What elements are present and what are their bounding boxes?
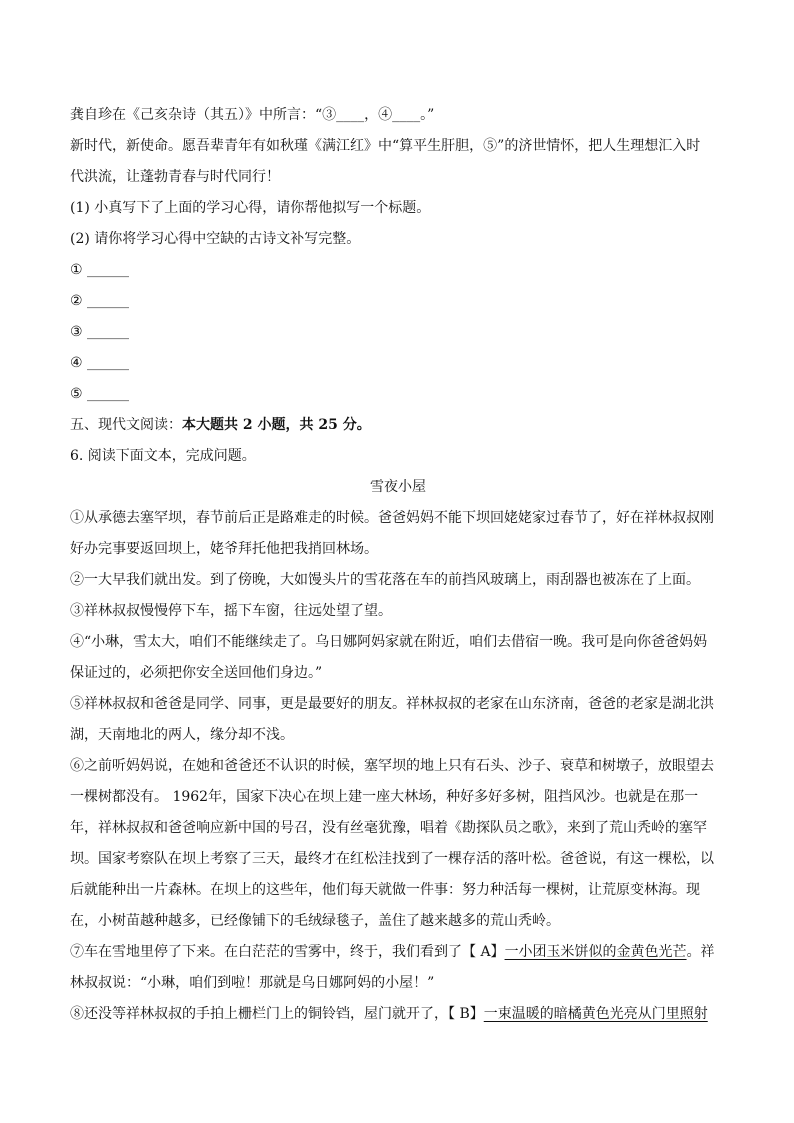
paragraph-6-line-4: 坝。国家考察队在坝上考察了三天，最终才在红松洼找到了一棵存活的落叶松。爸爸说，有这一棵松，以 [70, 851, 714, 867]
section-heading [70, 410, 726, 441]
underlined-phrase-b: 一束温暖的暗橘黄色光亮从门里照射 [483, 1006, 708, 1022]
paragraph-7-text-a: ⑦车在雪地里停了下来。在白茫茫的雪雾中，终于，我们看到了【 A】 [70, 944, 505, 960]
intro-line-3: 代洪流，让蓬勃青春与时代同行！ [70, 169, 280, 185]
paragraph-4-line-2: 保证过的，必须把你安全送回他们身边。” [70, 665, 323, 681]
paragraph-6-line-1: ⑥之前听妈妈说，在她和爸爸还不认识的时候，塞罕坝的地上只有石头、沙子、衰草和树墩子，放眼望去 [70, 758, 714, 774]
answer-blank-5[interactable]: ⑤ ______ [70, 386, 130, 402]
paragraph-6-line-5: 后就能种出一片森林。在坝上的这些年，他们每天就做一件事：努力种活每一棵树，让荒原变林海。现 [70, 882, 700, 898]
paragraph-7-line-1 [70, 937, 726, 968]
paragraph-6-line-3: 年，祥林叔叔和爸爸响应新中国的号召，没有丝毫犹豫，唱着《勘探队员之歌》，来到了荒山秃岭的塞罕 [70, 820, 707, 836]
paragraph-6-line-6: 在，小树苗越种越多，已经像铺下的毛绒绿毯子，盖住了越来越多的荒山秃岭。 [70, 913, 560, 929]
question-1: (1) 小真写下了上面的学习心得，请你帮他拟写一个标题。 [70, 200, 431, 216]
paragraph-8-line-1 [70, 999, 726, 1030]
section-heading-prefix: 五、现代文阅读： [70, 417, 182, 433]
section-heading-score: 本大题共 2 小题，共 25 分。 [182, 417, 371, 433]
intro-line-1: 龚自珍在《己亥杂诗（其五）》中所言：“③____，④____。” [70, 107, 435, 123]
answer-blank-4[interactable]: ④ ______ [70, 355, 130, 371]
answer-blank-1[interactable]: ① ______ [70, 262, 130, 278]
intro-line-2: 新时代，新使命。愿吾辈青年有如秋瑾《满江红》中“算平生肝胆，⑤”的济世情怀，把人生理想汇入时 [70, 138, 701, 154]
paragraph-7-text-b: 。祥 [686, 944, 715, 960]
paragraph-7-line-2: 林叔叔说：“小琳，咱们到啦！那就是乌日娜阿妈的小屋！” [70, 975, 435, 991]
article-title: 雪夜小屋 [370, 479, 426, 495]
paragraph-1-line-1: ①从承德去塞罕坝，春节前后正是路难走的时候。爸爸妈妈不能下坝回姥姥家过春节了，好在祥林叔叔刚 [70, 510, 714, 526]
answer-blank-2[interactable]: ② ______ [70, 293, 130, 309]
question-2: (2) 请你将学习心得中空缺的古诗文补写完整。 [70, 231, 361, 247]
underlined-phrase-a: 一小团玉米饼似的金黄色光芒 [504, 944, 687, 960]
document-page [70, 100, 726, 1030]
paragraph-2: ②一大早我们就出发。到了傍晚，大如馒头片的雪花落在车的前挡风玻璃上，雨刮器也被冻在了上面。 [70, 572, 700, 588]
paragraph-3: ③祥林叔叔慢慢停下车，摇下车窗，往远处望了望。 [70, 603, 392, 619]
paragraph-4-line-1: ④“小琳，雪太大，咱们不能继续走了。乌日娜阿妈家就在附近，咱们去借宿一晚。我可是向你爸爸妈妈 [70, 634, 708, 650]
paragraph-1-line-2: 好办完事要返回坝上，姥爷拜托他把我捎回林场。 [70, 541, 378, 557]
answer-blank-3[interactable]: ③ ______ [70, 324, 130, 340]
question-6: 6. 阅读下面文本，完成问题。 [70, 448, 256, 464]
paragraph-8-text-a: ⑧还没等祥林叔叔的手拍上栅栏门上的铜铃铛，屋门就开了，【 B】 [70, 1006, 484, 1022]
paragraph-5-line-2: 湖，天南地北的两人，缘分却不浅。 [70, 727, 294, 743]
paragraph-6-line-2: 一棵树都没有。 1962年，国家下决心在坝上建一座大林场，种好多好多树，阻挡风沙。也就是在那一 [70, 789, 699, 805]
paragraph-5-line-1: ⑤祥林叔叔和爸爸是同学、同事，更是最要好的朋友。祥林叔叔的老家在山东济南，爸爸的老家是湖北洪 [70, 696, 714, 712]
